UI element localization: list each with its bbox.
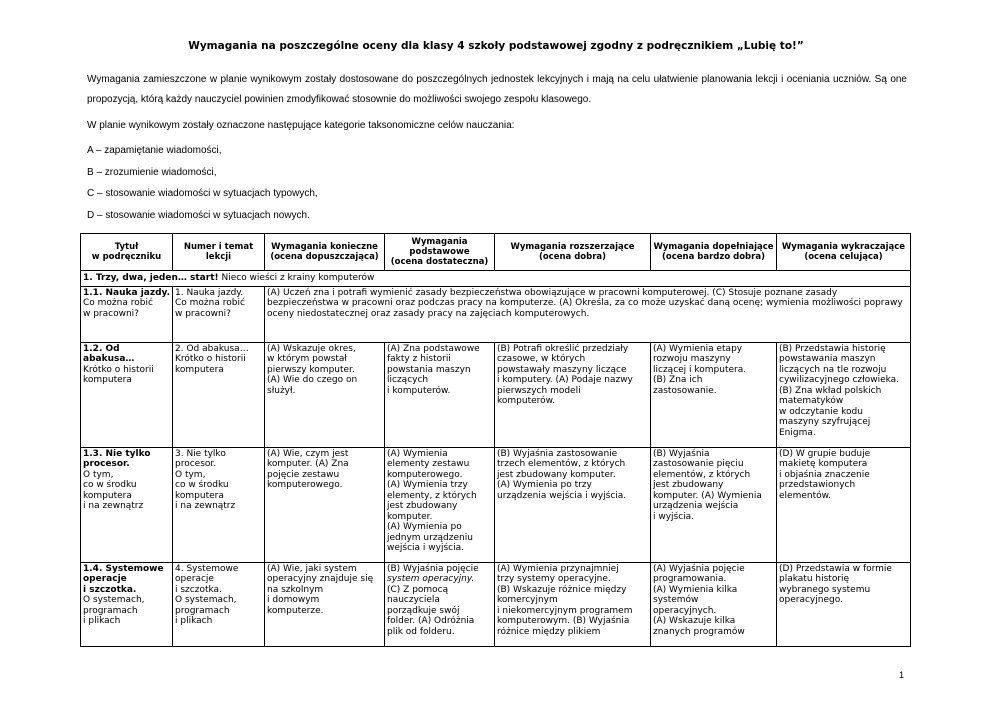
table-row [81, 447, 911, 562]
header-basic: Wymagania podstawowe (ocena dostateczna) [385, 234, 495, 271]
row-title-bold: 1.2. Od abakusa… [83, 343, 135, 364]
intro-paragraph: Wymagania zamieszczone w planie wynikowym zostały dostosowane do poszczególnych jednostek lekcyjnych i mają na celu ułatwienie planowania lekcji i oceniania uczniów. Są one propozycją, którą każdy nauczyciel powinien zmodyfikować stosownie do możliwości swojego zespołu klasowego. [87, 74, 907, 105]
table-row [81, 342, 911, 447]
header-exceeding: Wymagania wykraczające (ocena celująca) [777, 234, 911, 271]
row-exceeding: (D) Przedstawia w formie plakatu historię wybranego systemu operacyjnego. [777, 562, 911, 646]
row-title [81, 286, 173, 342]
category-c: C – stosowanie wiadomości w sytuacjach typowych, [87, 188, 318, 199]
row-title-bold: 1.1. Nauka jazdy. [83, 287, 170, 298]
row-lesson: 1. Nauka jazdy. Co można robić w pracowni? [173, 286, 265, 342]
row-title-rest: Krótko o historii komputera [83, 364, 154, 385]
header-complementary: Wymagania dopełniające (ocena bardzo dobra) [651, 234, 777, 271]
section-title [81, 271, 911, 287]
row-complementary: (B) Wyjaśnia zastosowanie pięciu elementów, z których jest zbudowany komputer. (A) Wymienia urządzenia wejścia i wyjścia. [651, 447, 777, 562]
row-basic-part-2: (C) Z pomocą nauczyciela porządkuje swój folder. (A) Odróżnia plik od folderu. [387, 584, 475, 637]
row-title-rest: Co można robić w pracowni? [83, 298, 153, 319]
table-row [81, 286, 911, 342]
header-textbook-title: Tytuł w podręczniku [81, 234, 173, 271]
category-a: A – zapamiętanie wiadomości, [87, 145, 222, 156]
row-complementary: (A) Wyjaśnia pojęcie programowania. (A) Wymienia kilka systemów operacyjnych. (A) Wskazuje kilka znanych programów [651, 562, 777, 646]
document-title: Wymagania na poszczególne oceny dla klasy 4 szkoły podstawowej zgodny z podręcznikiem „Lubię to!” [188, 40, 804, 52]
row-basic-part-1: (B) Wyjaśnia pojęcie [387, 563, 479, 574]
row-required: (A) Wie, czym jest komputer. (A) Zna pojęcie zestawu komputerowego. [265, 447, 385, 562]
row-title-rest: O tym, co w środku komputera i na zewnątrz [83, 469, 144, 511]
row-extended: (B) Potrafi określić przedziały czasowe, w których powstawały maszyny liczące i komputery. (A) Podaje nazwy pierwszych modeli komputerów. [495, 342, 651, 447]
row-lesson: 2. Od abakusa… Krótko o historii komputera [173, 342, 265, 447]
row-required: (A) Wie, jaki system operacyjny znajduje się na szkolnym i domowym komputerze. [265, 562, 385, 646]
requirements-table [80, 233, 911, 647]
section-title-bold: 1. Trzy, dwa, jeden… start! [83, 273, 219, 283]
row-basic-term: system operacyjny. [387, 574, 475, 584]
row-title-bold: 1.4. Systemowe operacje i szczotka. [83, 563, 164, 595]
table-header-row [81, 234, 911, 271]
header-extended: Wymagania rozszerzające (ocena dobra) [495, 234, 651, 271]
row-title [81, 562, 173, 646]
category-b: B – zrozumienie wiadomości, [87, 167, 217, 178]
row-title-bold: 1.3. Nie tylko procesor. [83, 448, 151, 469]
row-merged-requirements: (A) Uczeń zna i potrafi wymienić zasady bezpieczeństwa obowiązujące w pracowni komputerowej. (C) Stosuje poznane zasady bezpieczeństwa w pracowni oraz podczas pracy na komputerze. (A) Określa, za co może uzyskać daną ocenę; wymienia możliwości poprawy oceny niedostatecznej oraz zasady pracy na zajęciach komputerowych. [265, 286, 911, 342]
row-extended: (A) Wymienia przynajmniej trzy systemy operacyjne. (B) Wskazuje różnice między komercyjnym i niekomercyjnym programem komputerowym. (B) Wyjaśnia różnice między plikiem [495, 562, 651, 646]
row-basic: (A) Zna podstawowe fakty z historii powstania maszyn liczących i komputerów. [385, 342, 495, 447]
row-lesson: 4. Systemowe operacje i szczotka. O systemach, programach i plikach [173, 562, 265, 646]
row-exceeding: (B) Przedstawia historię powstawania maszyn liczących na tle rozwoju cywilizacyjnego człowieka. (B) Zna wkład polskich matematyków w odczytanie kodu maszyny szyfrującej Enigma. [777, 342, 911, 447]
section-title-rest: Nieco wieści z krainy komputerów [218, 273, 375, 283]
section-row [81, 271, 911, 287]
row-complementary: (A) Wymienia etapy rozwoju maszyny liczącej i komputera. (B) Zna ich zastosowanie. [651, 342, 777, 447]
header-lesson: Numer i temat lekcji [173, 234, 265, 271]
row-lesson: 3. Nie tylko procesor. O tym, co w środku komputera i na zewnątrz [173, 447, 265, 562]
category-d: D – stosowanie wiadomości w sytuacjach nowych. [87, 210, 310, 221]
row-basic: (A) Wymienia elementy zestawu komputerowego. (A) Wymienia trzy elementy, z których jest zbudowany komputer. (A) Wymienia po jednym urządzeniu wejścia i wyjścia. [385, 447, 495, 562]
row-extended: (B) Wyjaśnia zastosowanie trzech elementów, z których jest zbudowany komputer. (A) Wymienia po trzy urządzenia wejścia i wyjścia. [495, 447, 651, 562]
row-title [81, 447, 173, 562]
row-required: (A) Wskazuje okres, w którym powstał pierwszy komputer. (A) Wie do czego on służył. [265, 342, 385, 447]
table-row [81, 562, 911, 646]
page-number: 1 [898, 670, 904, 680]
row-basic [385, 562, 495, 646]
header-required: Wymagania konieczne (ocena dopuszczająca) [265, 234, 385, 271]
row-title-rest: O systemach, programach i plikach [83, 595, 145, 626]
row-exceeding: (D) W grupie buduje makietę komputera i objaśnia znaczenie przedstawionych elementów. [777, 447, 911, 562]
row-title [81, 342, 173, 447]
intro-categories-lead: W planie wynikowym zostały oznaczone następujące kategorie taksonomiczne celów nauczania: [87, 120, 515, 131]
